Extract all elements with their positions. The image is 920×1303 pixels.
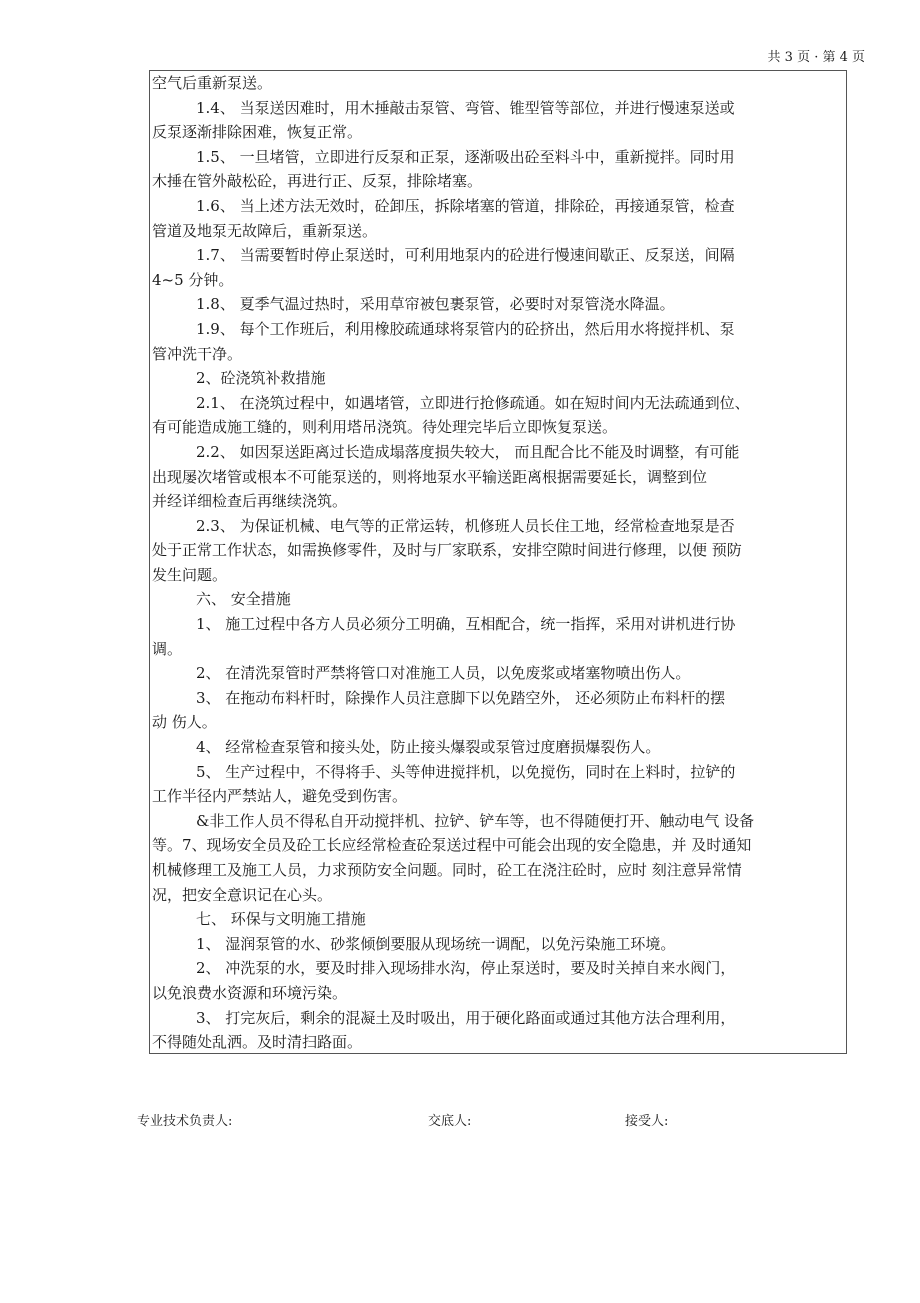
line-text: 等。7、现场安全员及砼工长应经常检查砼泵送过程中可能会出现的安全隐患，并 及时通知 — [152, 836, 752, 855]
line-text: 发生问题。 — [152, 565, 228, 584]
line-text: 1.5、 一旦堵管，立即进行反泵和正泵，逐渐吸出砼至料斗中，重新搅拌。同时用 — [196, 147, 735, 166]
text-line — [150, 219, 846, 244]
text-line — [150, 760, 846, 785]
line-text: 六、 安全措施 — [196, 590, 291, 609]
line-text: 1.8、 夏季气温过热时，采用草帘被包裹泵管，必要时对泵管浇水降温。 — [196, 295, 675, 314]
line-text: 空气后重新泵送。 — [152, 74, 273, 92]
text-line — [150, 932, 846, 957]
text-line — [150, 243, 846, 268]
line-text: 1.7、 当需要暂时停止泵送时，可利用地泵内的砼进行慢速间歇正、反泵送，间隔 — [196, 246, 735, 265]
briefer-label: 交底人: — [428, 1114, 472, 1129]
line-text: 5、 生产过程中，不得将手、头等伸进搅拌机，以免搅伤，同时在上料时，拉铲的 — [196, 762, 736, 781]
line-text: 动 伤人。 — [152, 713, 217, 732]
line-text: 木捶在管外敲松砼，再进行正、反泵，排除堵塞。 — [152, 172, 483, 191]
text-line — [150, 415, 846, 440]
text-line — [150, 440, 846, 465]
text-line — [150, 784, 846, 809]
page-indicator: 共 3 页 · 第 4 页 — [767, 50, 865, 65]
document-body — [150, 71, 846, 1055]
line-text: 4、 经常检查泵管和接头处，防止接头爆裂或泵管过度磨损爆裂伤人。 — [196, 738, 661, 757]
text-line — [150, 883, 846, 908]
line-text: 1.4、 当泵送因难时，用木捶敲击泵管、弯管、锥型管等部位，并进行慢速泵送或 — [196, 98, 735, 117]
text-line — [150, 661, 846, 686]
text-line — [150, 169, 846, 194]
technical-lead-label: 专业技术负责人: — [137, 1114, 233, 1129]
line-text: 调。 — [152, 639, 183, 658]
line-text: 有可能造成施工缝的，则利用塔吊浇筑。待处理完毕后立即恢复泵送。 — [152, 418, 618, 437]
line-text: 况，把安全意识记在心头。 — [152, 885, 333, 904]
line-text: 2、砼浇筑补救措施 — [196, 369, 326, 388]
line-text: 反泵逐渐排除困难，恢复正常。 — [152, 123, 363, 142]
line-text: 七、 环保与文明施工措施 — [196, 910, 366, 929]
line-text: 机械修理工及施工人员，力求预防安全问题。同时，砼工在浇注砼时，应时 刻注意异常情 — [152, 861, 742, 879]
text-line — [150, 96, 846, 121]
text-line — [150, 710, 846, 735]
text-line — [150, 71, 846, 96]
text-line — [150, 956, 846, 981]
text-line — [150, 317, 846, 342]
text-line — [150, 145, 846, 170]
line-text: 管道及地泵无故障后，重新泵送。 — [152, 221, 378, 240]
text-line — [150, 538, 846, 563]
line-text: 2.2、 如因泵送距离过长造成塌落度损失较大， 而且配合比不能及时调整，有可能 — [196, 442, 740, 461]
line-text: 3、 打完灰后，剩余的混凝土及时吸出，用于硬化路面或通过其他方法合理利用， — [196, 1008, 736, 1027]
line-text: 工作半径内严禁站人，避免受到伤害。 — [152, 787, 408, 806]
text-line — [150, 833, 846, 858]
text-line — [150, 735, 846, 760]
text-line — [150, 587, 846, 612]
line-text: 管冲洗干净。 — [152, 344, 243, 363]
text-line — [150, 686, 846, 711]
text-line — [150, 391, 846, 416]
text-line — [150, 514, 846, 539]
line-text: 出现屡次堵管或根本不可能泵送的，则将地泵水平输送距离根据需要延长，调整到位 — [152, 467, 708, 486]
text-line — [150, 194, 846, 219]
text-line — [150, 637, 846, 662]
text-line — [150, 1030, 846, 1055]
text-line — [150, 366, 846, 391]
text-line — [150, 465, 846, 490]
line-text: 2.3、 为保证机械、电气等的正常运转，机修班人员长住工地，经常检查地泵是否 — [196, 516, 735, 535]
line-text: 以免浪费水资源和环境污染。 — [152, 983, 348, 1002]
line-text: 2.1、 在浇筑过程中，如遇堵管，立即进行抢修疏通。如在短时间内无法疏通到位、 — [196, 393, 750, 412]
line-text: &非工作人员不得私自开动搅拌机、拉铲、铲车等，也不得随便打开、触动电气 设备 — [196, 811, 755, 830]
line-text: 4~5 分钟。 — [152, 270, 234, 289]
text-line — [150, 342, 846, 367]
text-line — [150, 612, 846, 637]
text-line — [150, 489, 846, 514]
text-line — [150, 907, 846, 932]
text-line — [150, 858, 846, 883]
line-text: 1.9、 每个工作班后，利用橡胶疏通球将泵管内的砼挤出，然后用水将搅拌机、泵 — [196, 319, 735, 338]
text-line — [150, 292, 846, 317]
line-text: 3、 在拖动布料杆时，除操作人员注意脚下以免踏空外， 还必须防止布料杆的摆 — [196, 688, 726, 707]
text-line — [150, 120, 846, 145]
text-line — [150, 1006, 846, 1031]
line-text: 处于正常工作状态，如需换修零件，及时与厂家联系，安排空隙时间进行修理，以便 预防 — [152, 541, 742, 560]
line-text: 1、 施工过程中各方人员必须分工明确，互相配合，统一指挥，采用对讲机进行协 — [196, 615, 736, 634]
text-line — [150, 981, 846, 1006]
line-text: 2、 在清洗泵管时严禁将管口对准施工人员，以免废浆或堵塞物喷出伤人。 — [196, 664, 691, 683]
line-text: 并经详细检查后再继续浇筑。 — [152, 492, 348, 511]
text-line — [150, 563, 846, 588]
line-text: 1、 湿润泵管的水、砂浆倾倒要服从现场统一调配，以免污染施工环境。 — [196, 934, 676, 953]
text-line — [150, 268, 846, 293]
line-text: 不得随处乱洒。及时清扫路面。 — [152, 1033, 363, 1052]
line-text: 2、 冲洗泵的水，要及时排入现场排水沟，停止泵送时，要及时关掉自来水阀门， — [196, 959, 736, 978]
receiver-label: 接受人: — [625, 1114, 669, 1129]
line-text: 1.6、 当上述方法无效时，砼卸压，拆除堵塞的管道，排除砼，再接通泵管，检查 — [196, 196, 735, 215]
document-frame — [149, 70, 847, 1054]
text-line — [150, 809, 846, 834]
